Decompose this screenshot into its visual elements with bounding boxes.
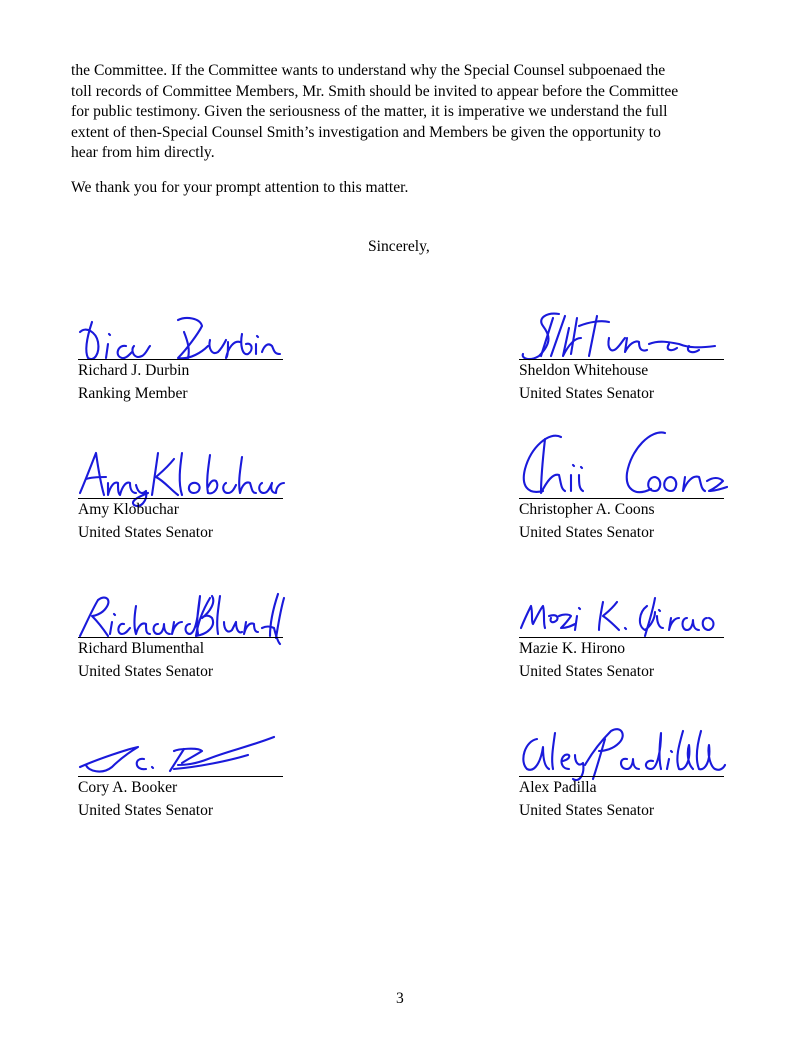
signatory-name: Christopher A. Coons bbox=[519, 501, 655, 518]
signatory-title: Ranking Member bbox=[78, 385, 188, 402]
body-line: extent of then-Special Counsel Smith’s investigation and Members be given the opportunity to bbox=[71, 123, 661, 141]
body-line: for public testimony. Given the seriousness of the matter, it is imperative we understand the full bbox=[71, 103, 668, 120]
valediction: Sincerely, bbox=[368, 238, 430, 255]
signatory-title: United States Senator bbox=[519, 802, 655, 819]
body-line: hear from him directly. bbox=[71, 144, 215, 161]
signatory-name: Richard Blumenthal bbox=[78, 640, 205, 657]
signature-line bbox=[78, 776, 283, 777]
signature-line bbox=[78, 498, 283, 499]
signature-line bbox=[78, 359, 283, 360]
body-line: the Committee. If the Committee wants to understand why the Special Counsel subpoenaed the bbox=[71, 62, 666, 79]
signature-line bbox=[519, 776, 724, 777]
signature-line bbox=[78, 637, 283, 638]
signatory-name: Alex Padilla bbox=[519, 779, 597, 796]
signatory-title: United States Senator bbox=[519, 385, 655, 402]
signatory-title: United States Senator bbox=[78, 802, 214, 819]
signatory-name: Richard J. Durbin bbox=[78, 362, 190, 379]
signatory-name: Sheldon Whitehouse bbox=[519, 362, 649, 379]
signatory-title: United States Senator bbox=[78, 663, 214, 680]
signatory-name: Amy Klobuchar bbox=[78, 501, 179, 518]
body-paragraph bbox=[71, 61, 741, 164]
signatory-name: Mazie K. Hirono bbox=[519, 640, 626, 657]
signature-line bbox=[519, 359, 724, 360]
signature-line bbox=[519, 637, 724, 638]
signature-line bbox=[519, 498, 724, 499]
signatory-title: United States Senator bbox=[519, 663, 655, 680]
signatory-title: United States Senator bbox=[78, 524, 214, 541]
signatory-title: United States Senator bbox=[519, 524, 655, 541]
closing-paragraph: We thank you for your prompt attention to this matter. bbox=[71, 179, 409, 196]
body-line: toll records of Committee Members, Mr. Smith should be invited to appear before the Committee bbox=[71, 82, 679, 100]
page-number: 3 bbox=[396, 990, 404, 1007]
signatory-name: Cory A. Booker bbox=[78, 779, 178, 796]
